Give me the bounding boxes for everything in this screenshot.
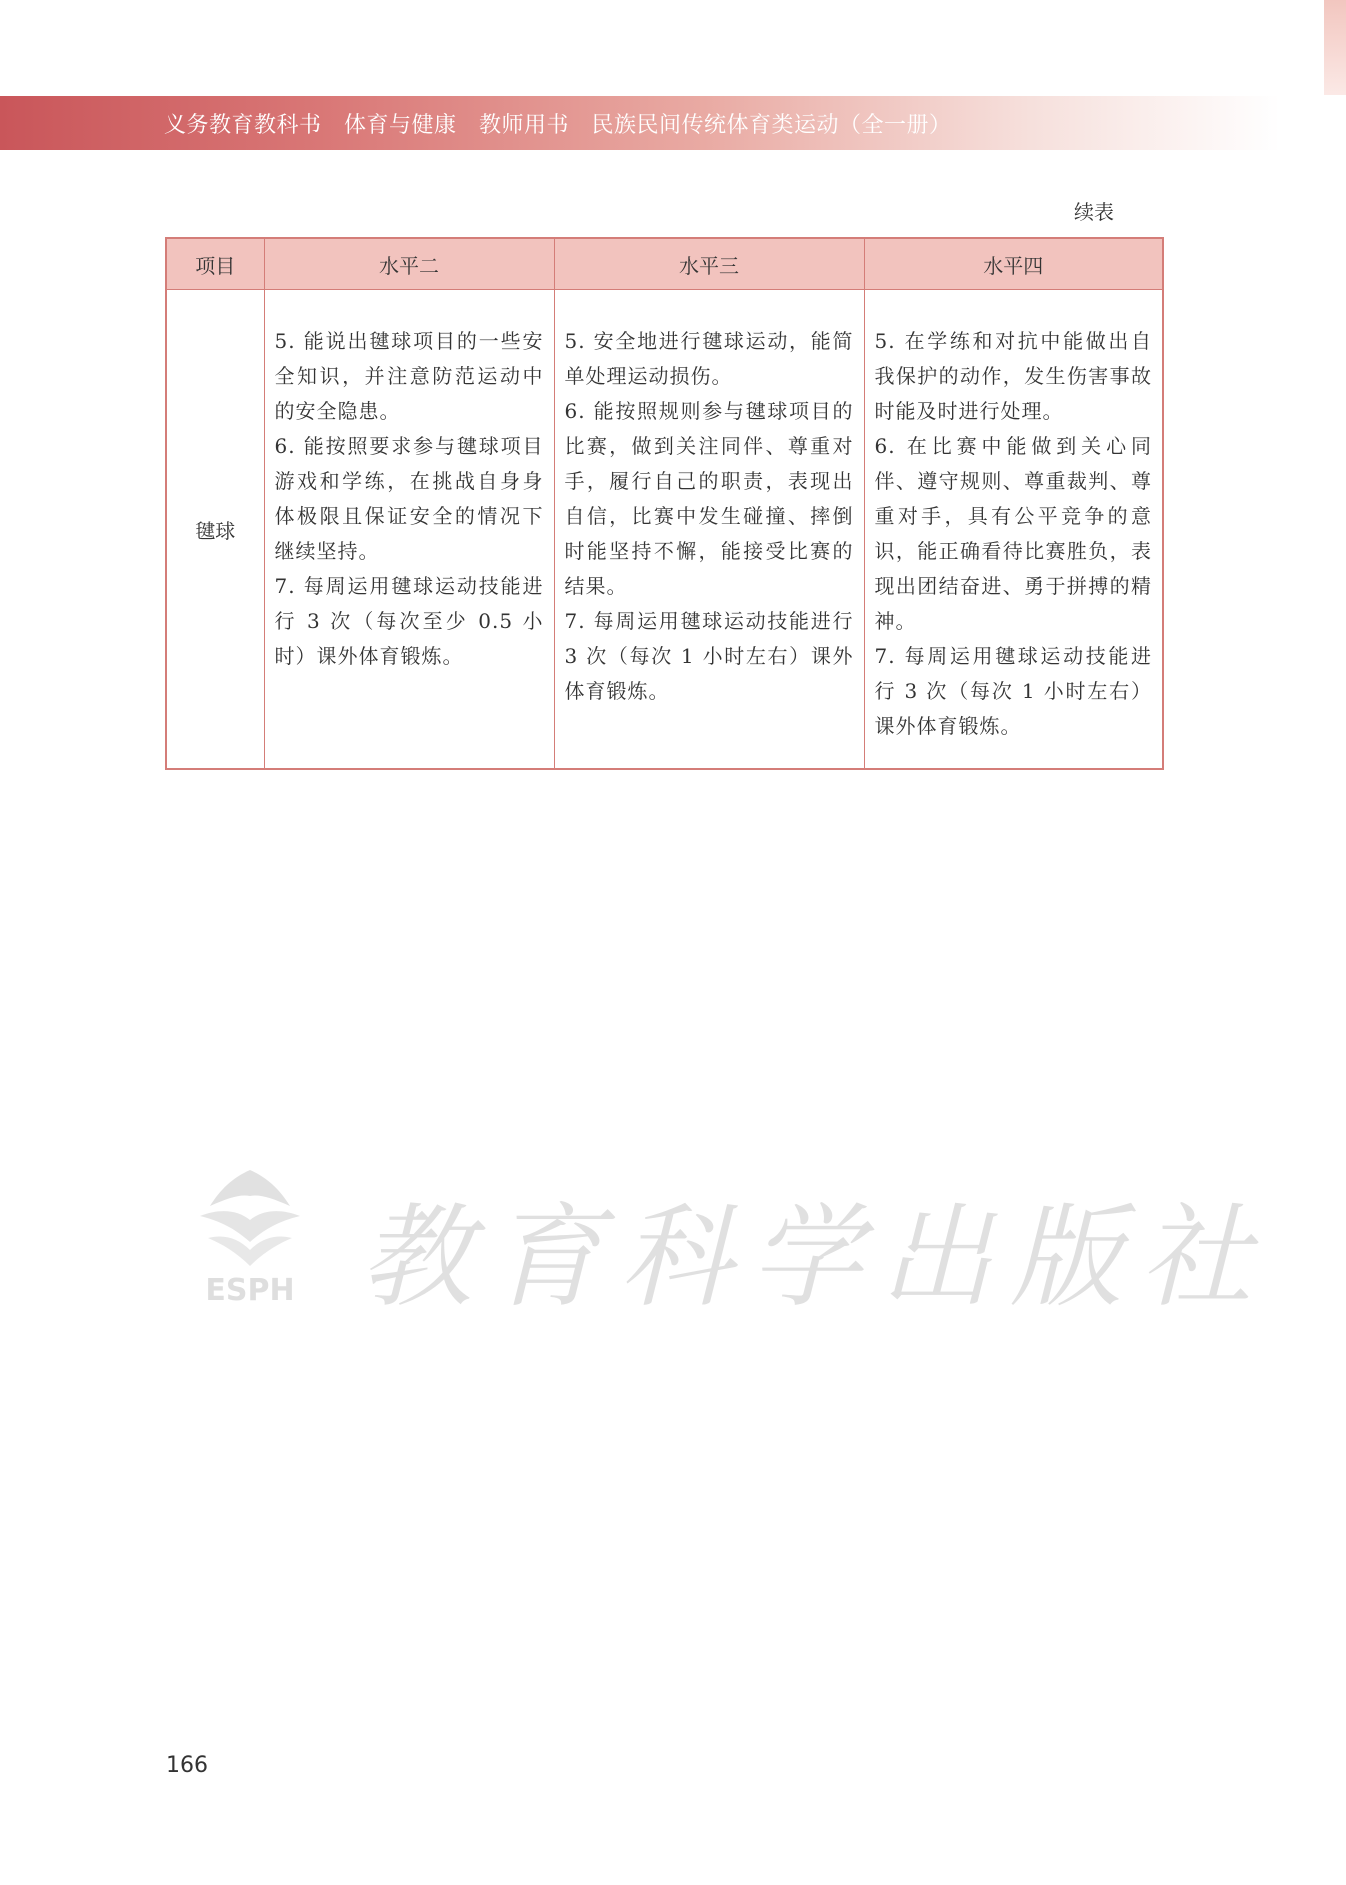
standards-table — [165, 237, 1164, 770]
level3-cell — [554, 290, 864, 770]
level4-item-5: 5. 在学练和对抗中能做出自我保护的动作，发生伤害事故时能及时进行处理。 — [874, 329, 1152, 423]
column-header-item: 项目 — [166, 238, 264, 290]
publisher-watermark — [180, 1158, 1270, 1323]
header-title: 义务教育教科书 体育与健康 教师用书 民族民间传统体育类运动（全一册） — [164, 112, 952, 138]
corner-tab — [1324, 0, 1346, 95]
level4-item-6: 6. 在比赛中能做到关心同伴、遵守规则、尊重裁判、尊重对手，具有公平竞争的意识，能正确看待比赛胜负，表现出团结奋进、勇于拼搏的精神。 — [874, 434, 1152, 633]
table-row — [166, 290, 1163, 770]
svg-text:ESPH: ESPH — [205, 1273, 295, 1308]
column-header-level2: 水平二 — [264, 238, 554, 290]
level3-item-7: 7. 每周运用毽球运动技能进行 3 次（每次 1 小时左右）课外体育锻炼。 — [564, 609, 854, 703]
level2-cell — [264, 290, 554, 770]
item-cell: 毽球 — [166, 290, 264, 770]
level2-item-7: 7. 每周运用毽球运动技能进行 3 次（每次至少 0.5 小时）课外体育锻炼。 — [274, 574, 544, 668]
esph-logo-icon — [180, 1158, 320, 1308]
level4-item-7: 7. 每周运用毽球运动技能进行 3 次（每次 1 小时左右）课外体育锻炼。 — [874, 644, 1152, 738]
column-header-level4: 水平四 — [864, 238, 1163, 290]
level3-item-5: 5. 安全地进行毽球运动，能简单处理运动损伤。 — [564, 329, 854, 388]
level2-item-5: 5. 能说出毽球项目的一些安全知识，并注意防范运动中的安全隐患。 — [274, 329, 544, 423]
continue-label: 续表 — [1074, 200, 1114, 224]
table-header-row — [166, 238, 1163, 290]
header-band — [0, 96, 1280, 150]
publisher-name: 教育科学出版社 — [360, 1193, 1270, 1323]
page-number: 166 — [166, 1753, 208, 1778]
level4-cell — [864, 290, 1163, 770]
column-header-level3: 水平三 — [554, 238, 864, 290]
level2-item-6: 6. 能按照要求参与毽球项目游戏和学练，在挑战自身身体极限且保证安全的情况下继续坚持。 — [274, 434, 544, 563]
level3-item-6: 6. 能按照规则参与毽球项目的比赛，做到关注同伴、尊重对手，履行自己的职责，表现出自信，比赛中发生碰撞、摔倒时能坚持不懈，能接受比赛的结果。 — [564, 399, 854, 598]
